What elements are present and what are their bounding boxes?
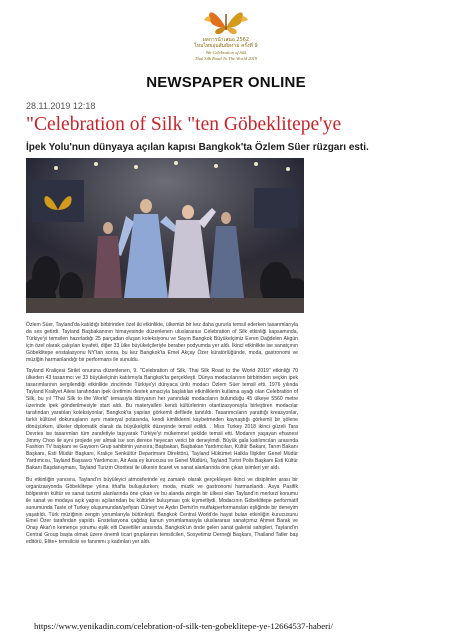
article-body xyxy=(26,322,298,551)
article-paragraph-1: Özlem Süer, Tayland'da katıldığı birbirinden özel iki etkinlikte, ülkemizi bir kez daha gururla temsil ederken tasarımlarıyla da ses getirdi. Tayland Başbakanının himayesinde düzenlenen uluslararası Celebration of Silk etkinliği kapsamında, Türkiye'yi temsilen hazırladığı 25 parçadan oluşan koleksiyonu ve Sayın Bangkok Büyükelçimiz Evren Dağdelen Akgün için özel olarak çalışılan kıyafeti, diğer 33 ülke büyükelçileriyle beraber podyumda yer aldı. İkinci etkinlikte ise sanatçının Göbeklitepe enstalasyonu NY'tan sonra, bu kez Bangkok'ta Emel Akçay Özer küratörlüğünde, moda, gastronomi ve müziğin harmanlandığı bir performans ile sunuldu. xyxy=(26,322,298,363)
logo-thai-line-2: ไหมไทยอุ่นสัมผัสงาม ครั้งที่ 9 xyxy=(194,43,258,49)
butterfly-icon xyxy=(204,12,248,34)
logo-sub-line-1: 9th Celebration of Silk xyxy=(205,50,247,55)
celebration-of-silk-logo xyxy=(190,6,262,36)
logo-thai-line-1: ผลการนำเสนอ 2562 xyxy=(202,37,250,43)
runway-photo xyxy=(26,158,304,313)
article-paragraph-2: Tayland Kraliçesi Sirikit onuruna düzenlenen, 9. "Celebration of Silk, Thai Silk Road to the World 2019" etkinliği 70 ülkeden 43 tasarımcı ve 33 büyükelçinin katılımıyla Bangkok'ta gerçekleşti. Dünya modacılarının birbirinden seçkin ipek tasarımlarının sergilendiği etkinlikte zincirinde Türkiye'yi dünyaca ünlü modacı Özlem Süer temsil etti. 1976 yılında Tayland Kraliyet Ailesi tarafından ipek üretimini destek amacıyla başlatılan etkinliklerin kutlama ayağı olan Celebration of Silk, bu yıl "Thai Silk to the World" temasıyla dünyanın her yanındaki modacıların bulunduğu 45 ülkeye 5560 metre üzerinde ipek gönderilmesiyle start aldı. Bu materyalleri kendi kültürlerinin otantizasyonuyla birleştiren modacılar tarafından yaratılan koleksiyonlar, Bangkok'ta yapılan görkemli defilede tanıtıldı. Tasarımcıların yarattığı kreasyonlar, farklı kültürel dokunuşların aynı materyal potasında, kendi kimliklerini kaybetmeden kaynaştığı görkemli bir şölene dönüşürken, ülkeler diplomatik olarak da büyükelçilik düzeyinde temsil edildi. . Miss Turkey 2018 ikinci güzeli Tara Devries ise tasarımları tüm zarafetiyle taşıyarak Türkiye'yi mükemmel şekilde temsil etti. Modanın yaşayan efsanesi Jimmy Choo ile aynı projede yer almak ise son derece heyecan verici bir deneyimdi. Büyük gala katılımcıları arasında Fashion TV başkanı ve Gaysorn Grup sahibinin yanısıra; Başbakan, Başbakan Yardımcıları, Kültür Bakanı, Tarım Bakanı Başkanı, Esti Müdür Başkanı, Kraliçe Senkültür Departmanı Direktörü, Tayland Hükümet Halkla İlişkiler Genel Müdür Yardımcısı, Tayland Başsavcı Yardımcısı, Air Asia ey kurucusu ve Genel Müdürü, Tayland Turist Polis Başkanı Esti Kültür Bakanı Başdanışmanı, Tayland Turizm Otoritesi ile ülkenin ticaret ve sanat alanlarında öne çıkan isimleri yer aldı. xyxy=(26,368,298,472)
article-paragraph-3: Bu etkinliğin yanısıra, Tayland'ın büyüleyici atmosferinde eş zamanlı olarak gerçekleşen ikinci ve disiplinler arası bir organizasyonda Göbeklitepe yılına ithafla buluşulurken; moda, müzik ve gastronomi harmanlandı. Asya Pasifik bölgesinin kültür ve sanat turizmi alanlarında öne çıkan ve bu alanda zengin bir ülkesi olan Tayland'ın merkezi konumu ile sanat ve modaya açık yapısı açılarından bu kültürler buluşması çok kıymetliydi. Modacının Göbeklitepe performatif sunumunda Taste of Turkey oluşumundan/şefiyan Cüneyt ve Aydın Demir'in mutfakperformansları eşliğinde bir deneyim yaşatıldı. Türk müziğinin zengin yorumlarıyla bütünleşti. Bangkok Central World'de hayat bulan etkinliğin kurucusunu Emel Özer tarafından yapıldı. Enstelasyona çağdaş kanun yorumlamasıyla uluslararası sanatçımız Ahmet Barak ve Onay Akar'ın kemençe yorumu eşlik etti Davetliler arasında. Bangkok'un önde gelen sanat galerisi sahipleri, Tayland'ın Central Group başta olmak üzere önemli ticari gruplarının temsilcileri, Sosyetimiz Derneği Başkanı, Thailand Tatler baş editörü, Elite+ temsilcisi ve fanımmı ş kadınları yer aldı. xyxy=(26,477,298,546)
article-subtitle: İpek Yolu'nun dünyaya açılan kapısı Bangkok'ta Özlem Süer rüzgarı esti. xyxy=(26,142,369,153)
article-title: "Celebration of Silk "ten Göbeklitepe'ye xyxy=(26,114,342,135)
logo-thai-text xyxy=(130,37,322,49)
logo-sub-line-2: Thai Silk Road To The World 2019 xyxy=(194,55,258,61)
newspaper-online-banner: NEWSPAPER ONLINE xyxy=(146,74,306,91)
article-date: 28.11.2019 12:18 xyxy=(26,101,96,111)
source-url[interactable]: https://www.yenikadin.com/celebration-of-silk-ten-gobeklitepe-ye-12664537-haberi/ xyxy=(34,621,333,631)
logo-english-text xyxy=(130,50,322,61)
